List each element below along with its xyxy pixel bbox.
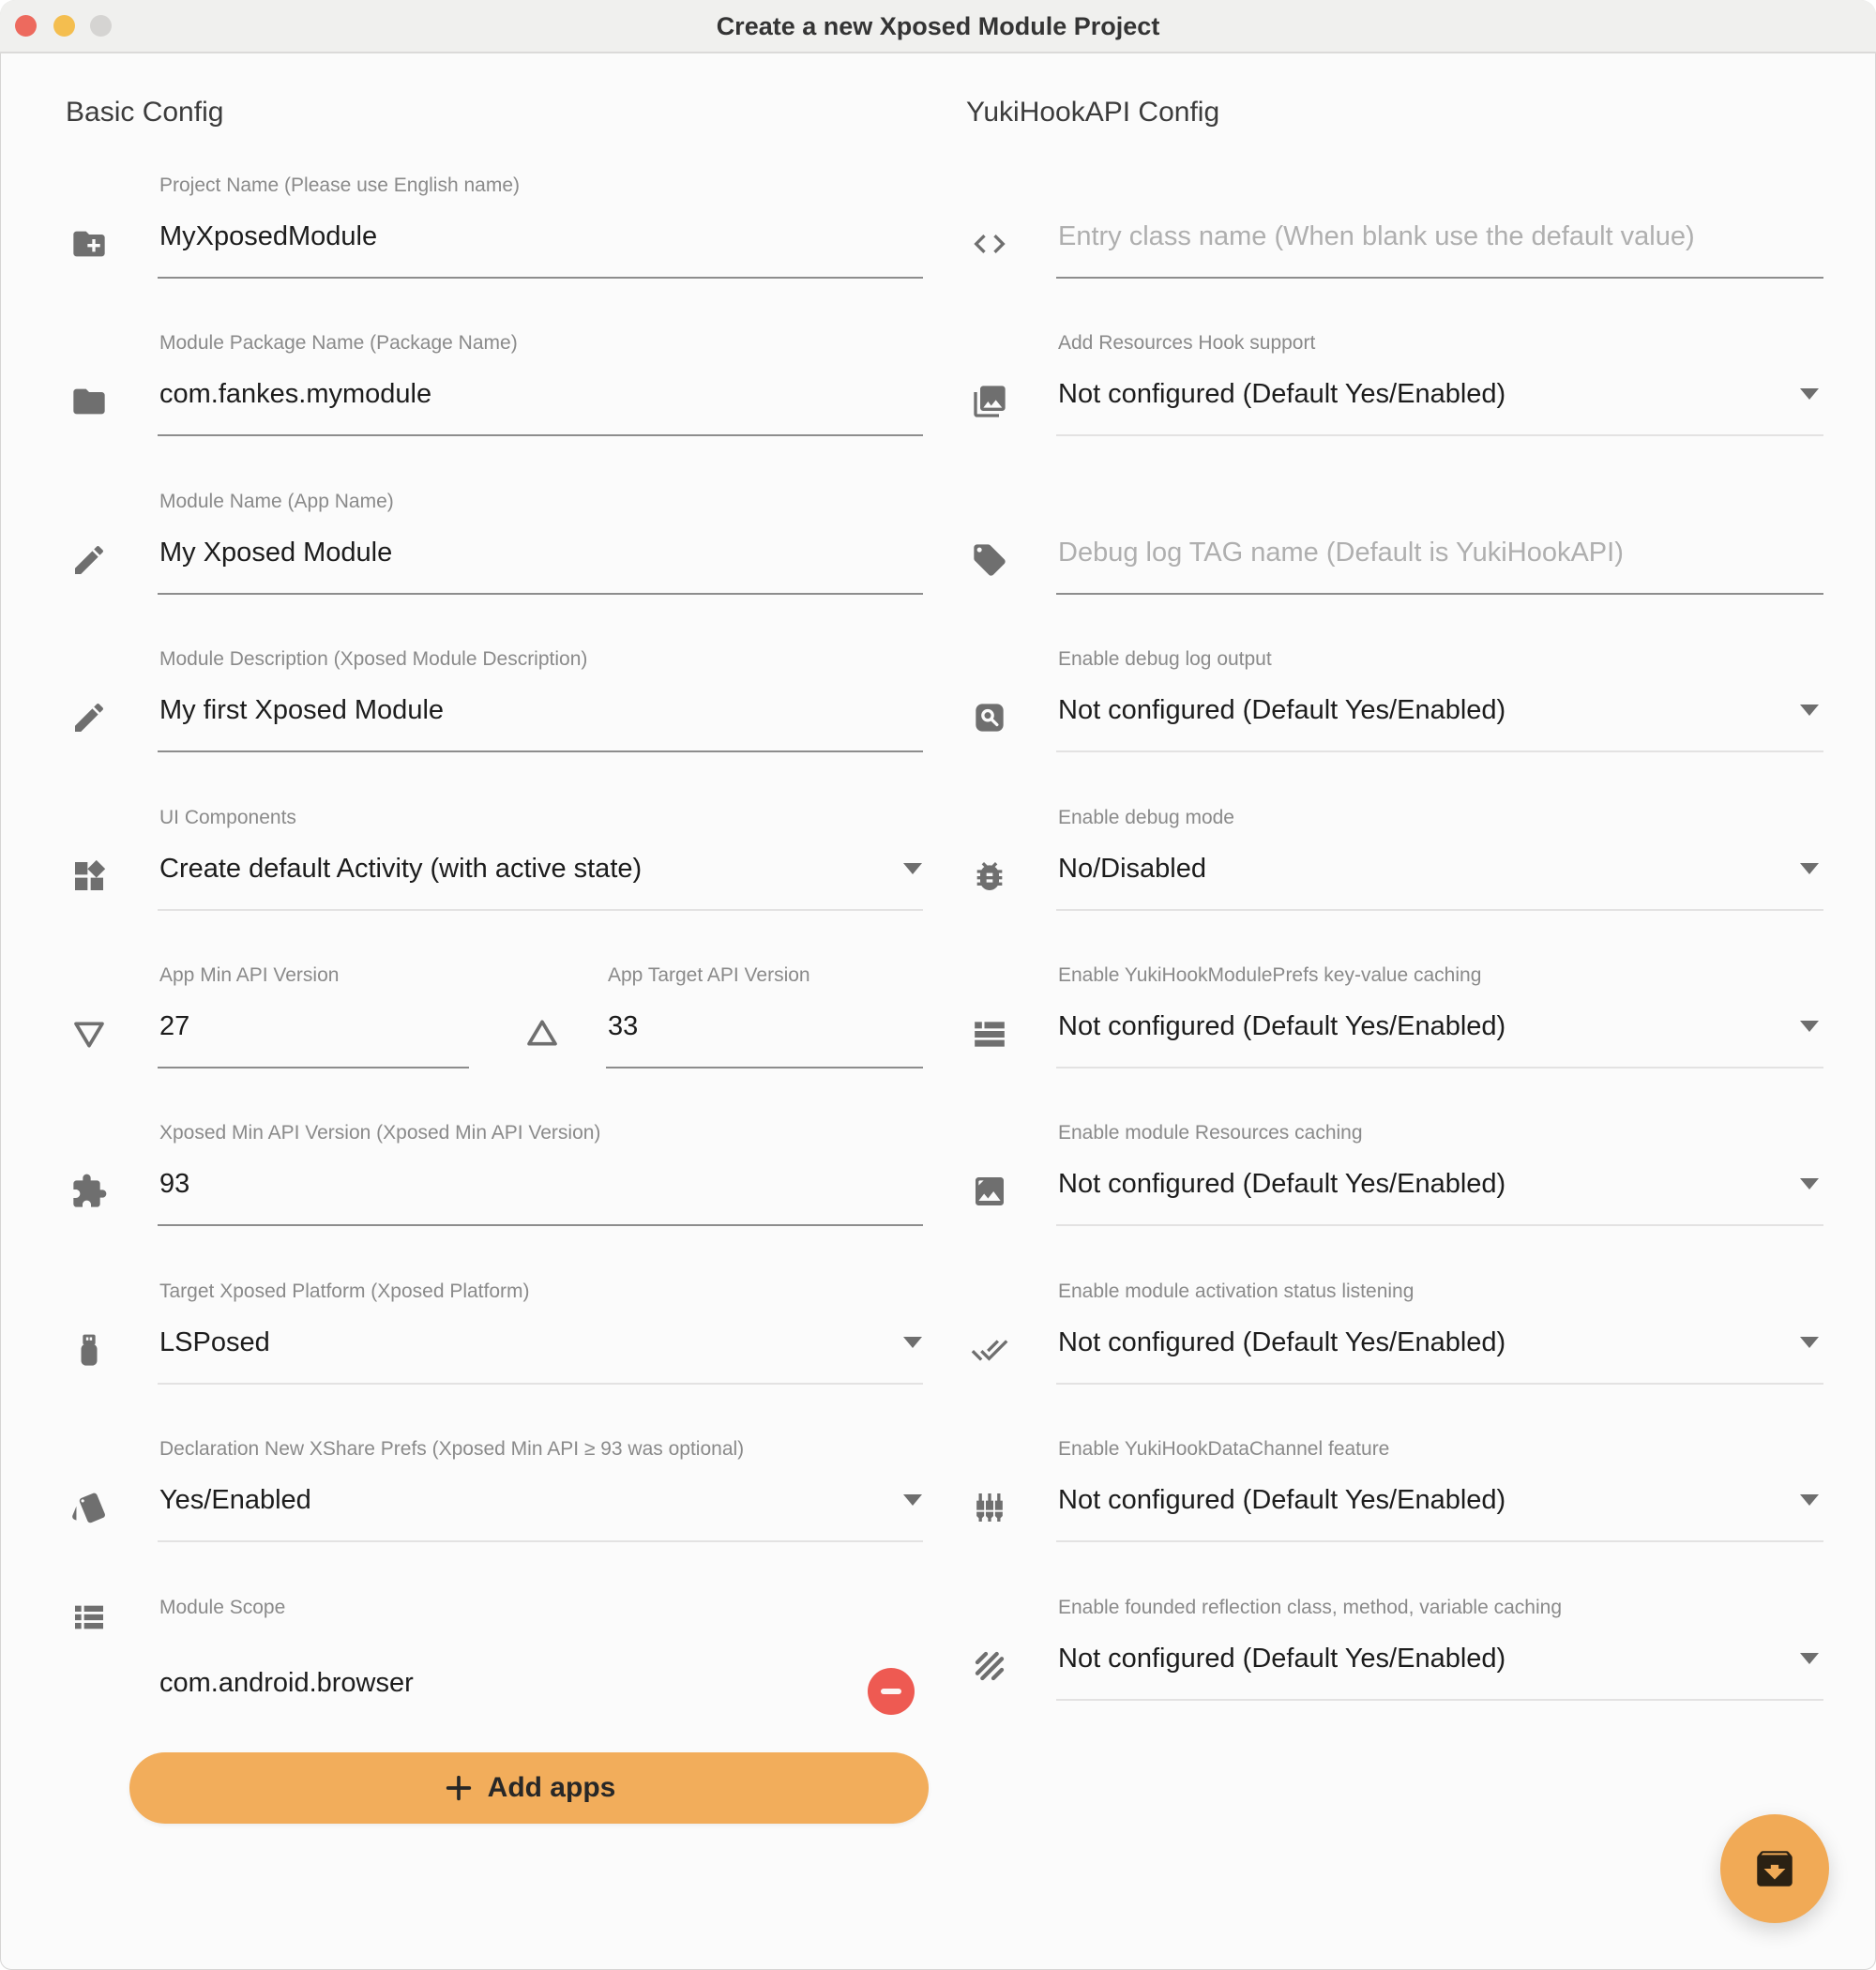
declaration-new-xshare-prefs-label: Declaration New XShare Prefs (Xposed Min API ≥ 93 was optional) — [159, 1438, 745, 1460]
minus-icon — [881, 1689, 901, 1694]
double-check-icon — [971, 1331, 1008, 1369]
style-card-icon — [70, 1489, 108, 1526]
image-icon — [971, 1173, 1008, 1210]
select-underline — [158, 1540, 923, 1542]
module-package-name-input[interactable]: com.fankes.mymodule — [159, 379, 432, 409]
triangle-down-icon — [70, 1015, 108, 1053]
select-underline — [1056, 1699, 1823, 1701]
input-underline — [158, 1224, 923, 1226]
enable-debug-mode-label: Enable debug mode — [1058, 807, 1234, 828]
dropdown-arrow-icon[interactable] — [903, 1494, 922, 1506]
puzzle-icon — [70, 1173, 108, 1210]
select-underline — [1056, 1067, 1823, 1068]
debug-log-tag-name-input[interactable]: Debug log TAG name (Default is YukiHookAPI) — [1058, 538, 1624, 568]
archive-fab-button[interactable] — [1720, 1814, 1829, 1923]
declaration-new-xshare-prefs-row — [0, 1438, 938, 1596]
app-min-api-version-input[interactable]: 27 — [159, 1011, 190, 1041]
photo-library-icon — [971, 383, 1008, 420]
select-underline — [1056, 1224, 1823, 1226]
xposed-min-api-version-input[interactable]: 93 — [159, 1169, 190, 1199]
ui-components-select[interactable]: Create default Activity (with active state) — [159, 854, 643, 884]
dropdown-arrow-icon[interactable] — [1800, 388, 1819, 400]
enable-debug-mode-select[interactable]: No/Disabled — [1058, 854, 1206, 884]
target-xposed-platform-label: Target Xposed Platform (Xposed Platform) — [159, 1280, 530, 1302]
select-underline — [1056, 1383, 1823, 1385]
select-underline — [1056, 434, 1823, 436]
entry-class-name-input[interactable]: Entry class name (When blank use the default value) — [1058, 221, 1695, 251]
entry-class-name-row — [938, 174, 1876, 332]
enable-yukihookmoduleprefs-caching-select[interactable]: Not configured (Default Yes/Enabled) — [1058, 1011, 1506, 1041]
storage-icon — [971, 1015, 1008, 1053]
enable-yukihookdatachannel-select[interactable]: Not configured (Default Yes/Enabled) — [1058, 1485, 1506, 1515]
xposed-min-api-version-row — [0, 1122, 938, 1280]
window-title: Create a new Xposed Module Project — [716, 12, 1160, 40]
select-underline — [1056, 750, 1823, 752]
module-description-input[interactable]: My first Xposed Module — [159, 695, 445, 725]
module-name-row — [0, 491, 938, 648]
ui-components-row — [0, 807, 938, 964]
select-underline — [158, 1383, 923, 1385]
project-name-row — [0, 174, 938, 332]
remove-app-button[interactable] — [868, 1668, 915, 1715]
module-scope-app-item: com.android.browser — [159, 1668, 414, 1698]
enable-debug-mode-row — [938, 807, 1876, 964]
dropdown-arrow-icon[interactable] — [1800, 863, 1819, 874]
dropdown-arrow-icon[interactable] — [903, 1337, 922, 1348]
title-bar — [0, 0, 1876, 53]
plus-icon — [443, 1772, 475, 1804]
enable-reflection-caching-label: Enable founded reflection class, method, variable caching — [1058, 1597, 1562, 1618]
declaration-new-xshare-prefs-select[interactable]: Yes/Enabled — [159, 1485, 311, 1515]
dropdown-arrow-icon[interactable] — [1800, 1178, 1819, 1190]
input-underline — [158, 1067, 469, 1068]
app-target-api-version-input[interactable]: 33 — [608, 1011, 639, 1041]
pencil-icon — [70, 699, 108, 736]
enable-debug-log-output-select[interactable]: Not configured (Default Yes/Enabled) — [1058, 695, 1506, 725]
triangle-up-icon — [523, 1015, 561, 1053]
code-icon — [971, 225, 1008, 263]
enable-module-activation-listening-row — [938, 1280, 1876, 1438]
bug-icon — [971, 857, 1008, 895]
select-underline — [1056, 909, 1823, 911]
debug-log-tag-name-row — [938, 491, 1876, 648]
module-name-input[interactable]: My Xposed Module — [159, 538, 393, 568]
pencil-icon — [70, 541, 108, 579]
input-underline — [606, 1067, 923, 1068]
tag-icon — [971, 541, 1008, 579]
project-name-label: Project Name (Please use English name) — [159, 174, 521, 196]
select-underline — [1056, 1540, 1823, 1542]
basic-config-heading: Basic Config — [66, 97, 224, 128]
module-name-label: Module Name (App Name) — [159, 491, 394, 512]
select-underline — [158, 909, 923, 911]
add-apps-button[interactable] — [129, 1752, 929, 1824]
input-underline — [158, 277, 923, 279]
module-description-row — [0, 648, 938, 806]
enable-yukihookmoduleprefs-caching-label: Enable YukiHookModulePrefs key-value caching — [1058, 964, 1482, 986]
module-scope-row — [0, 1597, 938, 1754]
dropdown-arrow-icon[interactable] — [1800, 1494, 1819, 1506]
add-resources-hook-support-select[interactable]: Not configured (Default Yes/Enabled) — [1058, 379, 1506, 409]
input-underline — [1056, 277, 1823, 279]
dropdown-arrow-icon[interactable] — [1800, 705, 1819, 716]
module-package-name-row — [0, 332, 938, 490]
module-scope-label: Module Scope — [159, 1597, 286, 1618]
enable-module-resources-caching-select[interactable]: Not configured (Default Yes/Enabled) — [1058, 1169, 1506, 1199]
usb-drive-icon — [70, 1331, 108, 1369]
module-description-label: Module Description (Xposed Module Description) — [159, 648, 588, 670]
ui-components-label: UI Components — [159, 807, 296, 828]
enable-module-resources-caching-label: Enable module Resources caching — [1058, 1122, 1363, 1144]
dropdown-arrow-icon[interactable] — [1800, 1021, 1819, 1032]
enable-yukihookdatachannel-label: Enable YukiHookDataChannel feature — [1058, 1438, 1390, 1460]
enable-reflection-caching-row — [938, 1597, 1876, 1754]
enable-module-activation-listening-label: Enable module activation status listening — [1058, 1280, 1415, 1302]
folder-icon — [70, 383, 108, 420]
input-underline — [158, 750, 923, 752]
search-box-icon — [971, 699, 1008, 736]
list-icon — [70, 1599, 108, 1636]
project-name-input[interactable]: MyXposedModule — [159, 221, 378, 251]
add-apps-label: Add apps — [487, 1772, 616, 1803]
target-xposed-platform-select[interactable]: LSPosed — [159, 1327, 270, 1357]
add-resources-hook-support-row — [938, 332, 1876, 490]
enable-yukihookmoduleprefs-caching-row — [938, 964, 1876, 1122]
target-xposed-platform-row — [0, 1280, 938, 1438]
dropdown-arrow-icon[interactable] — [1800, 1653, 1819, 1664]
module-package-name-label: Module Package Name (Package Name) — [159, 332, 518, 354]
app-min-api-version-label: App Min API Version — [159, 964, 340, 986]
input-underline — [158, 434, 923, 436]
xposed-min-api-version-label: Xposed Min API Version (Xposed Min API Version) — [159, 1122, 601, 1144]
widgets-icon — [70, 857, 108, 895]
api-versions-row — [0, 964, 938, 1122]
enable-reflection-caching-select[interactable]: Not configured (Default Yes/Enabled) — [1058, 1644, 1506, 1674]
dropdown-arrow-icon[interactable] — [1800, 1337, 1819, 1348]
dropdown-arrow-icon[interactable] — [903, 863, 922, 874]
enable-module-activation-listening-select[interactable]: Not configured (Default Yes/Enabled) — [1058, 1327, 1506, 1357]
create-new-folder-icon — [70, 225, 108, 263]
yukihook-config-heading: YukiHookAPI Config — [966, 97, 1220, 128]
sliders-icon — [971, 1489, 1008, 1526]
enable-debug-log-output-label: Enable debug log output — [1058, 648, 1272, 670]
input-underline — [1056, 593, 1823, 595]
input-underline — [158, 593, 923, 595]
enable-debug-log-output-row — [938, 648, 1876, 806]
enable-yukihookdatachannel-row — [938, 1438, 1876, 1596]
app-target-api-version-label: App Target API Version — [608, 964, 810, 986]
enable-module-resources-caching-row — [938, 1122, 1876, 1280]
add-resources-hook-support-label: Add Resources Hook support — [1058, 332, 1316, 354]
diagonal-lines-icon — [971, 1647, 1008, 1685]
